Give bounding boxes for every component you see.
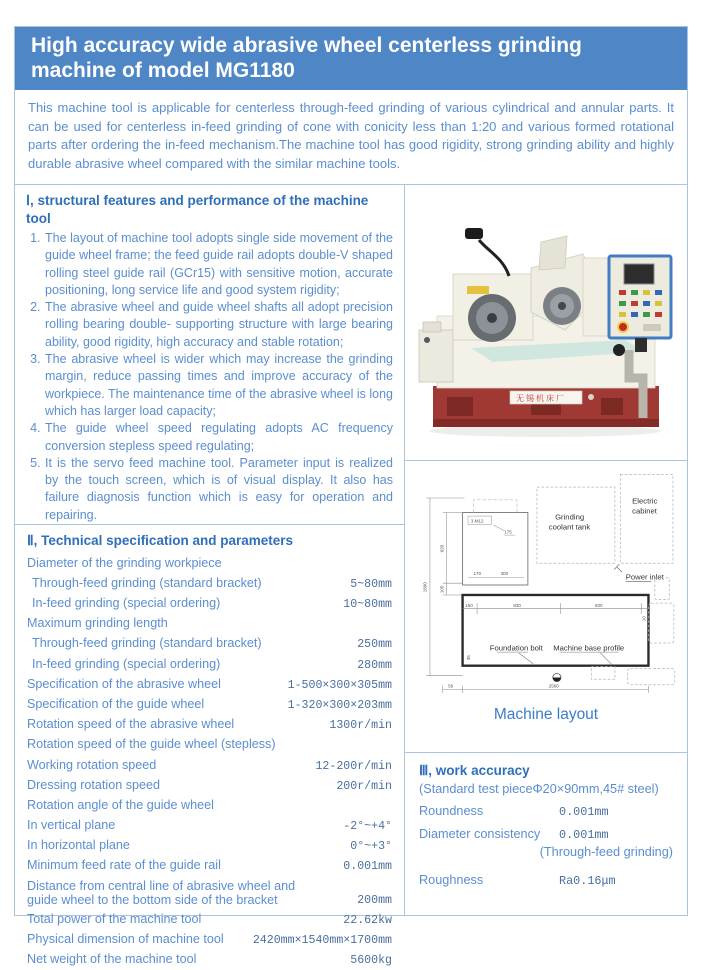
spec-row — [27, 909, 392, 929]
spec-value: 0°~+3° — [350, 840, 392, 854]
spec-label: Specification of the abrasive wheel — [27, 676, 221, 691]
feature-item: 5. It is the servo feed machine tool. Parameter input is realized by the touch screen, which is of visual display. It also has failure diagnosis function which is easy for operation and repairing. — [44, 455, 393, 524]
spec-row — [27, 836, 392, 856]
spec-value: 1-500×300×305mm — [287, 678, 392, 692]
spec-row — [27, 856, 392, 876]
abrasive-wheel-unit — [453, 274, 533, 342]
spec-value: 250mm — [357, 638, 392, 652]
spec-label: Minimum feed rate of the guide rail — [27, 858, 221, 873]
work-lamp — [465, 228, 509, 276]
right-column — [405, 185, 687, 915]
title-banner — [15, 27, 687, 90]
dim-105: 105 — [439, 585, 445, 594]
section1-heading: Ⅰ, structural features and performance of the machine tool — [26, 193, 369, 226]
accuracy-row — [419, 804, 673, 819]
machine-photo-panel — [405, 185, 687, 461]
spec-value: 280mm — [357, 658, 392, 672]
left-dimension-chain — [426, 498, 464, 676]
spec-row — [27, 795, 392, 815]
spec-row — [27, 573, 392, 593]
spec-label: Distance from central line of abrasive wheel and guide wheel to the bottom side of the bracket — [27, 878, 296, 907]
section-structural-features — [15, 185, 404, 525]
dim-35: 35 — [465, 655, 471, 661]
spec-label: In horizontal plane — [27, 838, 130, 853]
intro-paragraph: This machine tool is applicable for centerless through-feed grinding of various cylindrical and annular parts. It can be used for centerless in-feed grinding of cone with conicity less than 1:20 and various formed rotational parts after ordering the in-feed mechanism.The machine tool has good rigidity, strong grinding ability and highly durable abrasive wheel compared with the similar machine tools. — [15, 90, 687, 185]
spec-value: 5~80mm — [350, 577, 392, 591]
feature-list — [26, 230, 393, 524]
feature-item: 4. The guide wheel speed regulating adopts AC frequency conversion stepless speed regulating; — [44, 420, 393, 455]
machine-layout-diagram — [410, 465, 682, 705]
spec-label: Dressing rotation speed — [27, 777, 161, 792]
spec-label: Working rotation speed — [27, 757, 157, 772]
section3-heading: Ⅲ, work accuracy — [419, 763, 530, 778]
spec-value: 200r/min — [336, 779, 392, 793]
dim-total-height: 1890 — [422, 582, 428, 593]
spec-label: Rotation speed of the abrasive wheel — [27, 717, 235, 732]
spec-row — [27, 735, 392, 755]
spec-value: 22.62kw — [343, 913, 392, 927]
dim-bolt-spec: 3-M12 — [470, 518, 484, 524]
spec-label: Physical dimension of machine tool — [27, 932, 224, 947]
coolant-tank-label-2: coolant tank — [548, 522, 591, 532]
machine-layout-panel — [405, 461, 687, 753]
spec-row — [27, 593, 392, 613]
spec-row — [27, 674, 392, 694]
coolant-tank-label-1: Grinding — [555, 512, 585, 522]
spec-row — [27, 929, 392, 949]
accuracy-value: Ra0.16μm — [559, 874, 616, 888]
spec-value: -2°~+4° — [343, 820, 392, 834]
accuracy-note: (Through-feed grinding) — [539, 845, 673, 859]
spec-table — [27, 553, 392, 970]
spec-label: Net weight of the machine tool — [27, 952, 197, 967]
spec-sheet — [14, 26, 688, 968]
accuracy-value: 0.001mm — [559, 828, 609, 842]
spec-value: 1300r/min — [329, 719, 392, 733]
dim-300: 300 — [500, 571, 509, 577]
spec-row — [27, 755, 392, 775]
dim-175: 175 — [504, 529, 512, 535]
spec-label: Through-feed grinding (standard bracket) — [32, 575, 262, 590]
section-work-accuracy — [405, 753, 687, 915]
electric-cabinet-label-2: cabinet — [632, 506, 657, 516]
spec-value: 1-320×300×203mm — [287, 698, 392, 712]
spec-row — [27, 950, 392, 970]
base-profile-label: Machine base profile — [553, 643, 625, 653]
foundation-bolt-label: Foundation bolt — [489, 643, 543, 653]
dim-10: 10 — [641, 616, 647, 622]
spec-label: Through-feed grinding (standard bracket) — [32, 636, 262, 651]
spec-row — [27, 553, 392, 573]
spec-label: Rotation speed of the guide wheel (stepless) — [27, 737, 276, 752]
spec-label: In-feed grinding (special ordering) — [32, 596, 221, 611]
power-inlet-label: Power inlet — [625, 572, 664, 582]
control-panel — [609, 256, 671, 338]
accuracy-label: Diameter consistency — [419, 827, 541, 841]
page-title: High accuracy wide abrasive wheel centerless grinding machine of model MG1180 — [31, 34, 582, 82]
layout-caption: Machine layout — [493, 706, 599, 723]
spec-row — [27, 694, 392, 714]
spec-value: 0.001mm — [343, 860, 392, 874]
dim-170: 170 — [473, 571, 482, 577]
dim-56: 56 — [448, 683, 454, 689]
accuracy-label: Roughness — [419, 873, 484, 887]
nameplate — [510, 391, 594, 404]
feature-item: 3. The abrasive wheel is wider which may increase the grinding margin, reduce passing times and improve accuracy of the workpiece. The maintenance time of the abrasive wheel is long which has larger load capacity; — [44, 351, 393, 420]
spec-row — [27, 654, 392, 674]
dim-total-width: 2560 — [548, 683, 559, 689]
accuracy-row — [419, 873, 673, 888]
spec-value: 5600kg — [350, 954, 392, 968]
accuracy-label: Roundness — [419, 804, 484, 818]
left-attachment — [419, 322, 453, 382]
spec-label: In-feed grinding (special ordering) — [32, 656, 221, 671]
dim-830b: 830 — [594, 602, 603, 608]
power-inlet-callout — [614, 564, 665, 581]
bottom-dimension-chain — [443, 686, 649, 693]
spec-row — [27, 876, 392, 909]
spec-label: Specification of the guide wheel — [27, 696, 205, 711]
feature-item: 1. The layout of machine tool adopts single side movement of the guide wheel frame; the feed guide rail adopts double-V shaped rolling steel guide rail (GCr15) with sensitive motion, accurate positioning, long service life and good system rigidity; — [44, 230, 393, 299]
dim-150: 150 — [465, 602, 473, 608]
nameplate-text: 无锡机床厂 — [516, 393, 566, 403]
content-columns — [15, 185, 687, 968]
spec-value: 2420mm×1540mm×1700mm — [252, 934, 392, 948]
electric-cabinet-outline — [620, 474, 673, 563]
spec-label: Diameter of the grinding workpiece — [27, 555, 222, 570]
accuracy-value: 0.001mm — [559, 805, 609, 819]
spec-value: 10~80mm — [343, 598, 392, 612]
dim-830a: 830 — [513, 602, 521, 608]
dim-620: 620 — [439, 544, 445, 553]
section-technical-specification — [15, 525, 404, 970]
datum-symbol — [553, 673, 561, 681]
left-column — [15, 185, 405, 968]
spec-row — [27, 634, 392, 654]
machine-photo — [413, 198, 679, 448]
spec-value: 200mm — [357, 893, 392, 907]
spec-row — [27, 614, 392, 634]
section2-heading: Ⅱ, Technical specification and parameters — [27, 533, 293, 549]
coolant-tank-outline — [537, 487, 615, 563]
spec-label: Rotation angle of the guide wheel — [27, 797, 214, 812]
spec-label: Total power of the machine tool — [27, 911, 202, 926]
spec-label: Maximum grinding length — [27, 616, 168, 631]
dresser-unit-outline — [463, 500, 528, 585]
spec-row — [27, 775, 392, 795]
accuracy-row — [419, 827, 673, 842]
spec-label: In vertical plane — [27, 818, 116, 833]
feature-item: 2. The abrasive wheel and guide wheel shafts all adopt precision rolling bearing double- supporting structure with large bearing ability, good rigidity, high accuracy and stable rotation; — [44, 299, 393, 351]
spec-row — [27, 715, 392, 735]
spec-value: 12-200r/min — [315, 759, 392, 773]
section3-subtitle: (Standard test pieceΦ20×90mm,45# steel) — [419, 782, 659, 796]
spec-row — [27, 815, 392, 835]
machine-base-outline — [463, 595, 649, 666]
electric-cabinet-label-1: Electric — [632, 496, 658, 506]
